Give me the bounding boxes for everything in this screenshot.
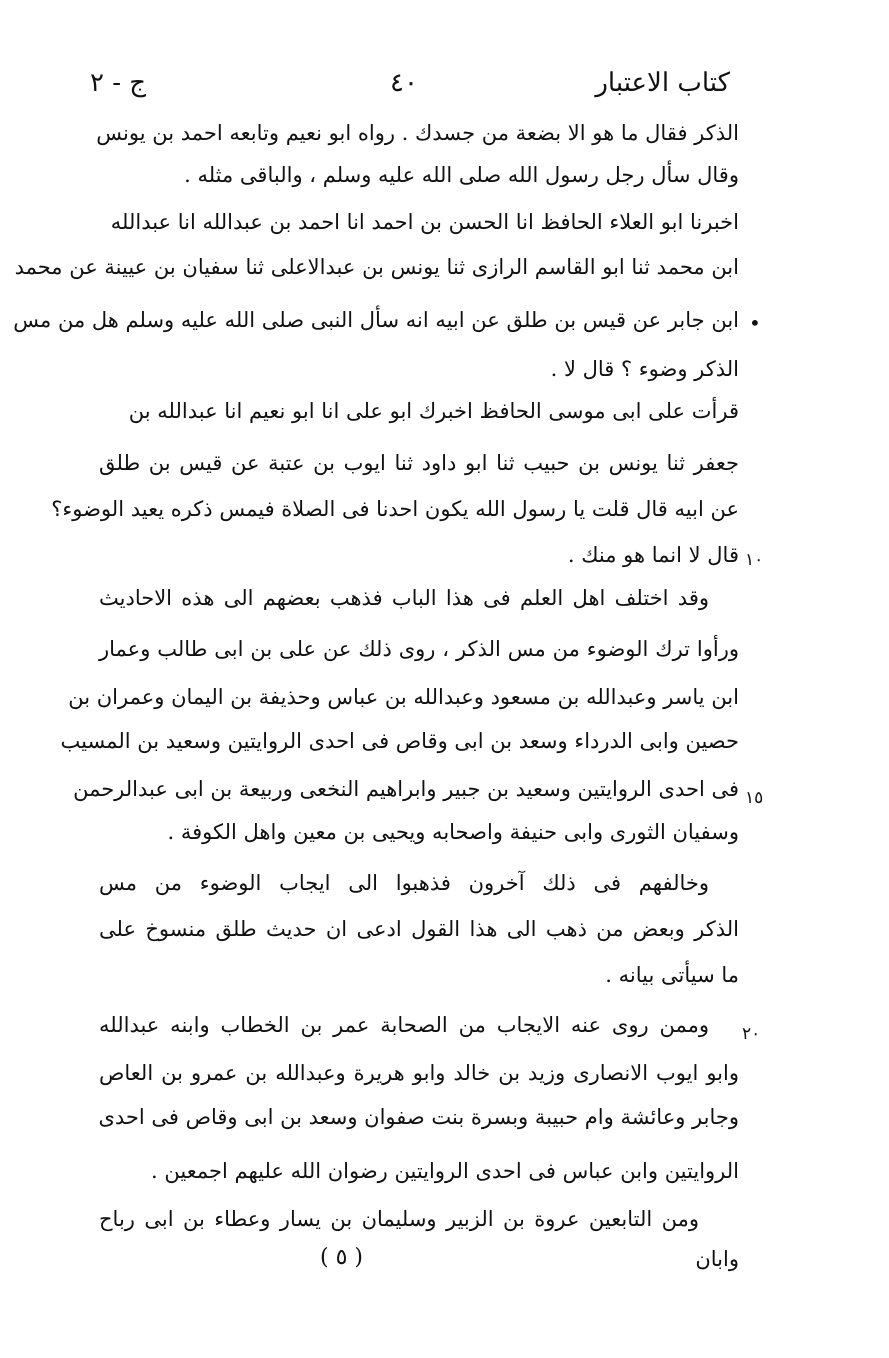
text-line: ابن ياسر وعبدالله بن مسعود وعبدالله بن عباس وحذيفة بن اليمان وعمران بن [68,685,739,709]
text-line: عن ابيه قال قلت يا رسول الله يكون احدنا فى الصلاة فيمس ذكره يعيد الوضوء؟ [51,497,739,521]
text-line: قال لا انما هو منك . [567,543,739,567]
text-line: ما سيأتى بيانه . [605,963,739,987]
volume-label: ج - ٢ [90,68,147,98]
text-line: قرأت على ابى موسى الحافظ اخبرك ابو على انا ابو نعيم انا عبدالله بن [128,399,739,423]
text-line: جعفر ثنا يونس بن حبيب ثنا ابو داود ثنا ايوب بن عتبة عن قيس بن طلق [99,451,739,475]
text-line: وسفيان الثورى وابى حنيفة واصحابه ويحيى بن معين واهل الكوفة . [167,820,739,844]
line-number-20: ٢٠ [742,1024,761,1044]
text-line: الذكر وضوء ؟ قال لا . [550,357,739,381]
line-number-15: ١٥ [745,788,764,808]
text-line: وجابر وعائشة وام حبيبة وبسرة بنت صفوان وسعد بن ابى وقاص فى احدى [98,1105,739,1129]
text-line: وابو ايوب الانصارى وزيد بن خالد وابو هريرة وعبدالله بن عمرو بن العاص [99,1061,739,1085]
page-header [90,68,730,108]
text-line: الذكر فقال ما هو الا بضعة من جسدك . رواه ابو نعيم وتابعه احمد بن يونس [96,121,739,145]
text-line: ومن التابعين عروة بن الزبير وسليمان بن يسار وعطاء بن ابى رباح [99,1207,699,1231]
margin-bullet: • [749,311,761,335]
text-line: ابن جابر عن قيس بن طلق عن ابيه انه سأل النبى صلى الله عليه وسلم هل من مس [13,308,739,332]
text-line: وخالفهم فى ذلك آخرون فذهبوا الى ايجاب الوضوء من مس [99,871,709,895]
signature-mark: ( ٥ ) [320,1245,363,1270]
text-line: وقال سأل رجل رسول الله صلى الله عليه وسلم ، والباقى مثله . [184,163,739,187]
book-title: كتاب الاعتبار [595,68,730,98]
text-line: وممن روى عنه الايجاب من الصحابة عمر بن الخطاب وابنه عبدالله [99,1013,709,1037]
page-number: ٤٠ [390,68,418,98]
line-number-10: ١٠ [745,550,764,570]
text-line: اخبرنا ابو العلاء الحافظ انا الحسن بن احمد انا احمد بن عبدالله انا عبدالله [110,210,739,234]
text-line: الروايتين وابن عباس فى احدى الروايتين رضوان الله عليهم اجمعين . [151,1159,739,1183]
text-line: ابن محمد ثنا ابو القاسم الرازى ثنا يونس بن عبدالاعلى ثنا سفيان بن عيينة عن محمد [14,255,739,279]
text-line: ورأوا ترك الوضوء من مس الذكر ، روى ذلك عن على بن ابى طالب وعمار [99,637,739,661]
text-line: وقد اختلف اهل العلم فى هذا الباب فذهب بعضهم الى هذه الاحاديث [99,586,709,610]
text-line: الذكر وبعض من ذهب الى هذا القول ادعى ان حديث طلق منسوخ على [99,917,739,941]
text-line: فى احدى الروايتين وسعيد بن جبير وابراهيم النخعى وربيعة بن ابى عبدالرحمن [73,777,739,801]
text-line: وابان [695,1247,739,1271]
text-line: حصين وابى الدرداء وسعد بن ابى وقاص فى احدى الروايتين وسعيد بن المسيب [60,729,739,753]
